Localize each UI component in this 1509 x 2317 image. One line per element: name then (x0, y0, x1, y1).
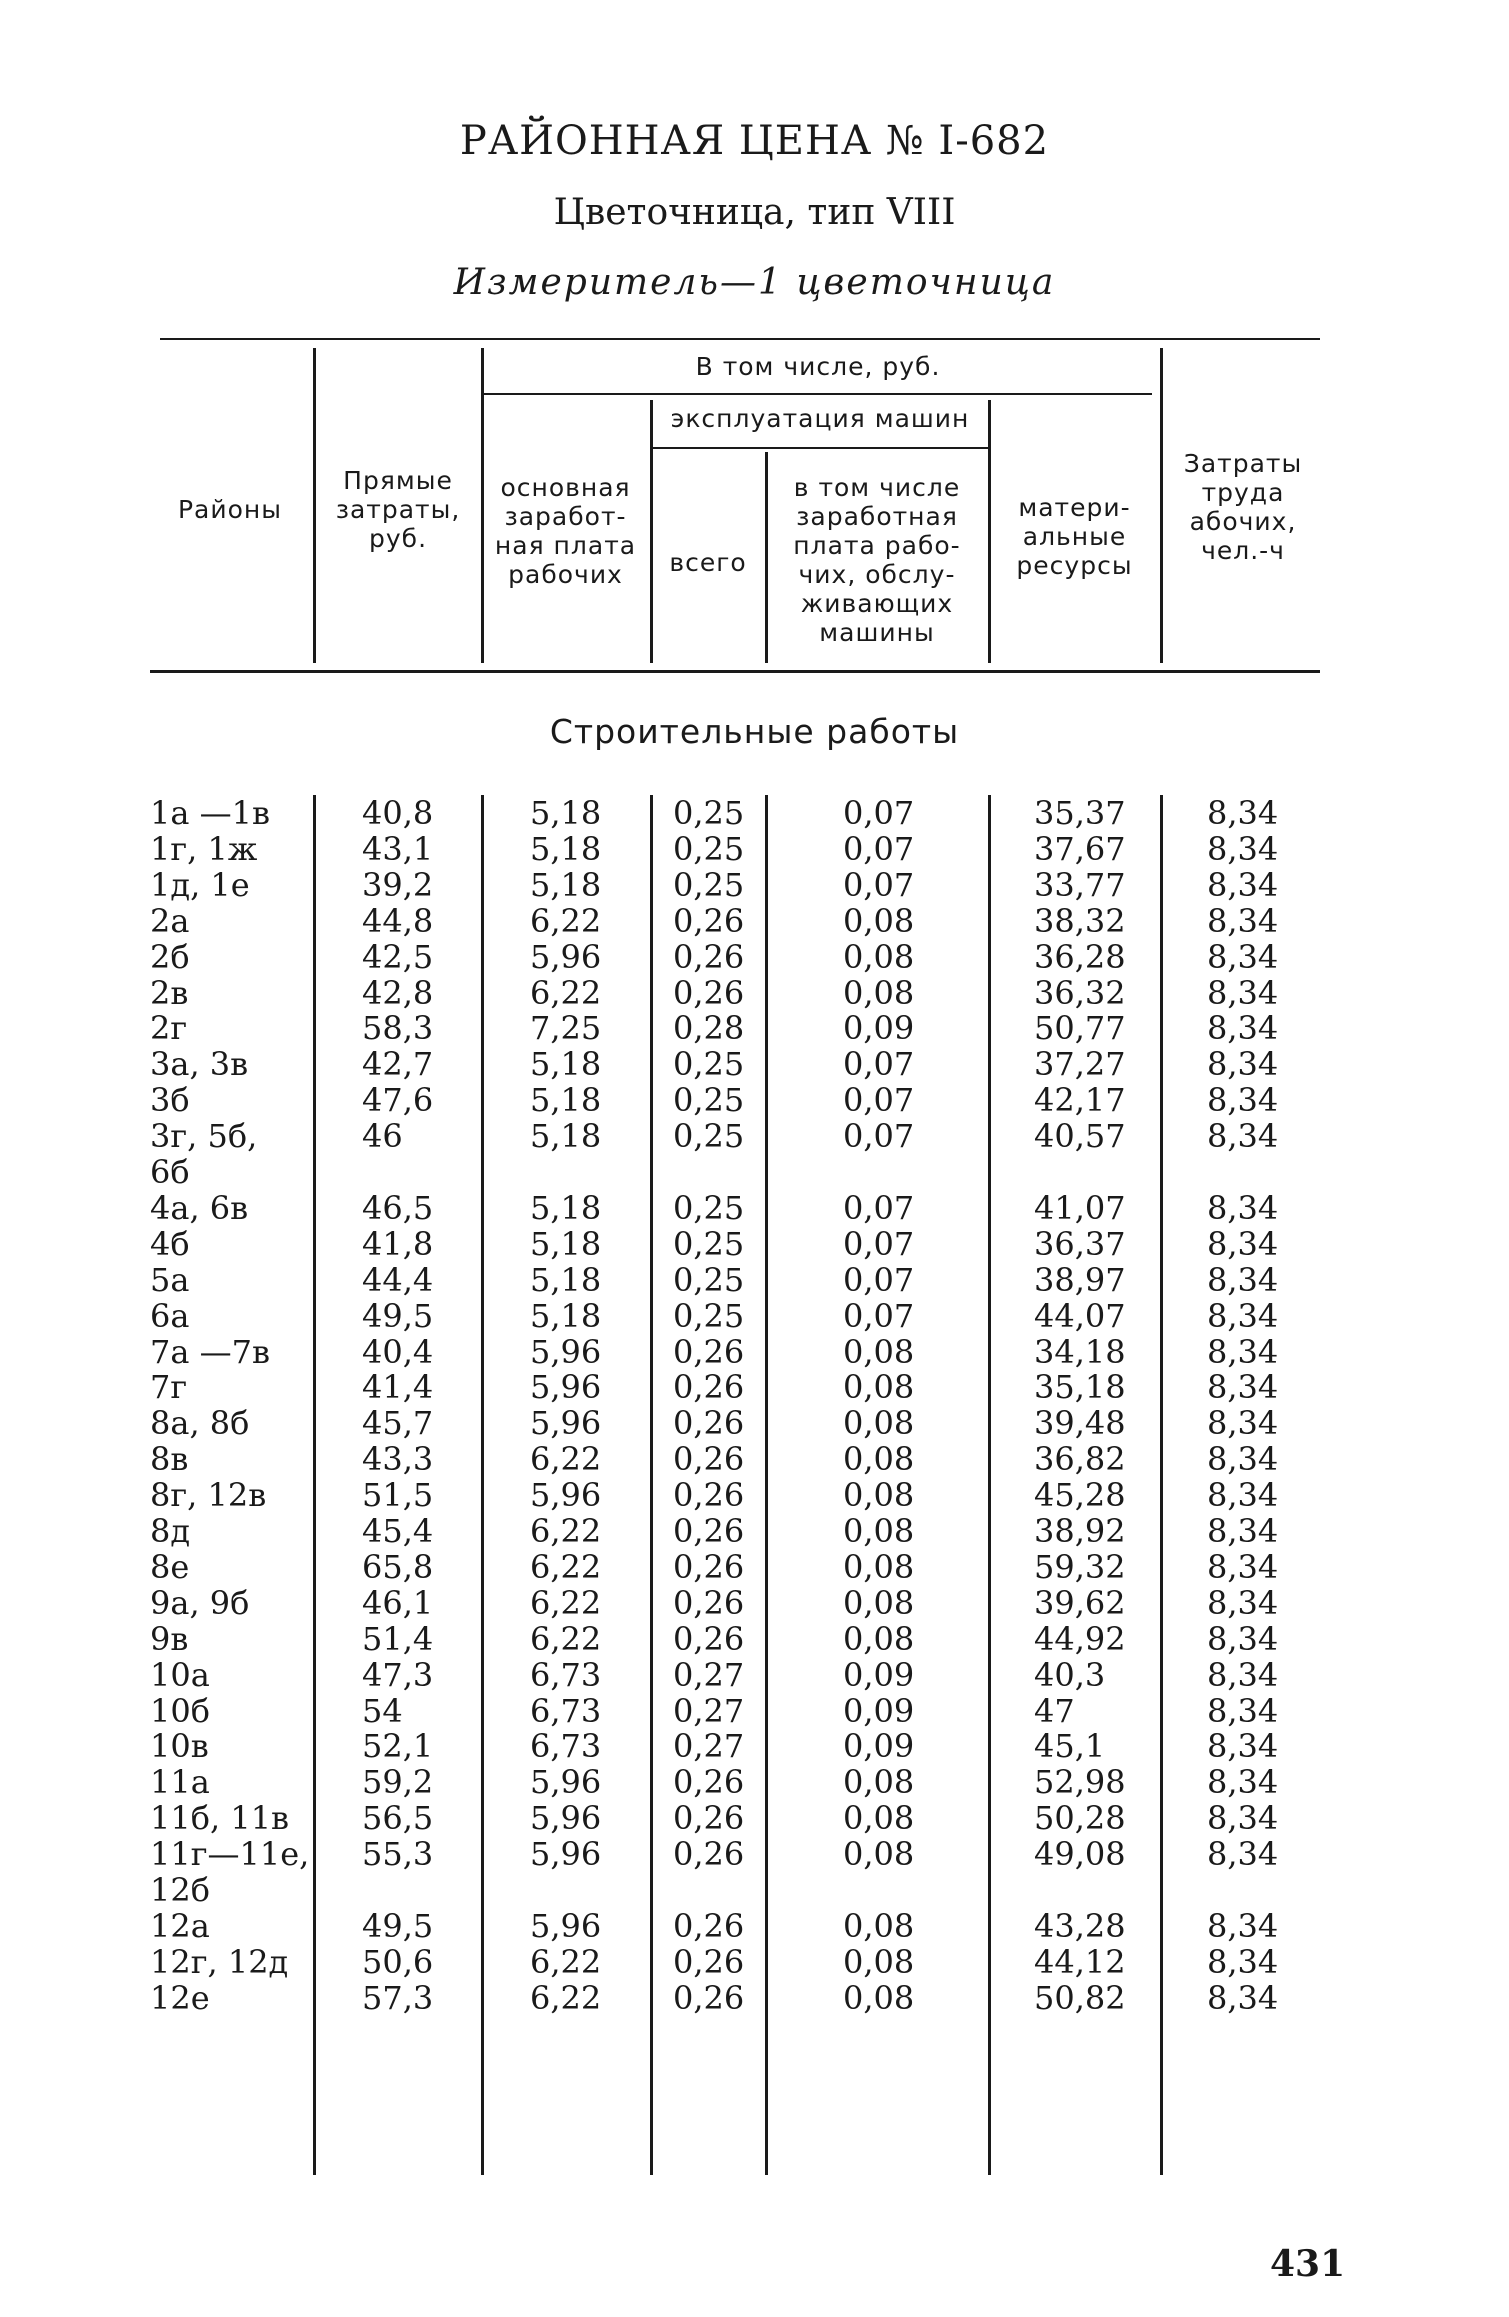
region-cell: 10б (150, 1691, 210, 1730)
header-machine-wage: в том числе заработная плата рабо- чих, обслу- живающих машины (793, 473, 961, 647)
machine-total-cell: 0,26 (673, 1547, 745, 1586)
machine-total-cell: 0,25 (673, 794, 745, 832)
machine-wage-cell: 0,08 (843, 973, 915, 1012)
machine-total-cell: 0,26 (673, 1404, 745, 1443)
table-row (0, 831, 1509, 867)
labor-cell: 8,34 (1207, 1296, 1279, 1335)
machine-total-cell: 0,27 (673, 1691, 745, 1730)
base-wage-cell: 5,96 (530, 1906, 602, 1945)
materials-cell: 36,32 (1034, 973, 1126, 1012)
materials-cell: 39,48 (1034, 1404, 1126, 1443)
header-regions: Районы (177, 495, 283, 524)
materials-cell: 37,67 (1034, 829, 1126, 868)
table-row (0, 1764, 1509, 1800)
base-wage-cell: 5,18 (530, 1117, 602, 1156)
labor-cell: 8,34 (1207, 1440, 1279, 1479)
labor-cell: 8,34 (1207, 1368, 1279, 1407)
base-wage-cell: 6,22 (530, 1942, 602, 1981)
region-cell: 12б (150, 1871, 210, 1909)
base-wage-cell: 5,18 (530, 1045, 602, 1084)
header-divider-1 (313, 348, 316, 663)
base-wage-cell: 5,18 (530, 1224, 602, 1263)
direct-cost-cell: 59,2 (362, 1763, 434, 1802)
materials-cell: 38,97 (1034, 1260, 1126, 1299)
table-row (0, 1190, 1509, 1226)
region-cell: 12а (150, 1906, 210, 1945)
region-cell: 2г (150, 1009, 188, 1048)
base-wage-cell: 6,73 (530, 1655, 602, 1694)
materials-cell: 45,28 (1034, 1476, 1126, 1515)
machine-wage-cell: 0,08 (843, 1978, 915, 2017)
base-wage-cell: 5,18 (530, 1188, 602, 1227)
region-cell: 11а (150, 1763, 210, 1802)
region-cell: 3а, 3в (150, 1045, 249, 1084)
machine-wage-cell: 0,08 (843, 1835, 915, 1874)
machine-total-cell: 0,26 (673, 1476, 745, 1515)
table-row (0, 1405, 1509, 1441)
labor-cell: 8,34 (1207, 1045, 1279, 1084)
region-cell: 9а, 9б (150, 1583, 250, 1622)
labor-cell: 8,34 (1207, 1906, 1279, 1945)
machine-wage-cell: 0,08 (843, 1763, 915, 1802)
region-cell: 2а (150, 901, 190, 940)
labor-cell: 8,34 (1207, 1081, 1279, 1120)
table-row (0, 1693, 1509, 1729)
machine-total-cell: 0,26 (673, 1368, 745, 1407)
machine-total-cell: 0,26 (673, 937, 745, 976)
base-wage-cell: 6,73 (530, 1691, 602, 1730)
materials-cell: 39,62 (1034, 1583, 1126, 1622)
labor-cell: 8,34 (1207, 1763, 1279, 1802)
machine-wage-cell: 0,09 (843, 1691, 915, 1730)
labor-cell: 8,34 (1207, 1835, 1279, 1874)
labor-cell: 8,34 (1207, 1512, 1279, 1550)
machine-total-cell: 0,27 (673, 1655, 745, 1694)
region-cell: 12е (150, 1978, 210, 2017)
region-cell: 1а —1в (150, 794, 270, 832)
machine-wage-cell: 0,08 (843, 1476, 915, 1515)
labor-cell: 8,34 (1207, 1619, 1279, 1658)
including-underline (484, 393, 1152, 395)
machine-total-cell: 0,26 (673, 1512, 745, 1550)
region-cell: 9в (150, 1619, 189, 1658)
header-machine-operation: эксплуатация машин (670, 404, 970, 433)
page-number: 431 (1270, 2243, 1346, 2285)
direct-cost-cell: 44,8 (362, 901, 434, 940)
materials-cell: 47 (1034, 1691, 1075, 1730)
direct-cost-cell: 40,8 (362, 794, 434, 832)
machine-total-cell: 0,25 (673, 1224, 745, 1263)
machine-wage-cell: 0,07 (843, 1045, 915, 1084)
table-row (0, 1585, 1509, 1621)
materials-cell: 49,08 (1034, 1835, 1126, 1874)
labor-cell: 8,34 (1207, 1978, 1279, 2017)
labor-cell: 8,34 (1207, 1727, 1279, 1766)
machine-wage-cell: 0,08 (843, 1368, 915, 1407)
header-divider-3 (650, 400, 653, 663)
table-row (0, 1549, 1509, 1585)
base-wage-cell: 6,22 (530, 1583, 602, 1622)
direct-cost-cell: 49,5 (362, 1296, 434, 1335)
table-row (0, 1226, 1509, 1262)
labor-cell: 8,34 (1207, 1583, 1279, 1622)
labor-cell: 8,34 (1207, 794, 1279, 832)
region-cell: 3г, 5б, (150, 1117, 258, 1156)
machine-wage-cell: 0,07 (843, 1224, 915, 1263)
header-including: В том числе, руб. (695, 352, 941, 381)
materials-cell: 35,37 (1034, 794, 1126, 832)
region-cell: 6а (150, 1296, 190, 1335)
base-wage-cell: 5,96 (530, 1476, 602, 1515)
region-cell: 7г (150, 1368, 188, 1407)
machine-wage-cell: 0,07 (843, 1296, 915, 1335)
machine-wage-cell: 0,08 (843, 1512, 915, 1550)
direct-cost-cell: 43,3 (362, 1440, 434, 1479)
machine-total-cell: 0,25 (673, 1117, 745, 1156)
materials-cell: 37,27 (1034, 1045, 1126, 1084)
labor-cell: 8,34 (1207, 1188, 1279, 1227)
direct-cost-cell: 41,4 (362, 1368, 434, 1407)
header-machine-total: всего (669, 548, 747, 577)
header-direct-costs: Прямые затраты, руб. (335, 466, 461, 553)
table-row (0, 1046, 1509, 1082)
machine-total-cell: 0,26 (673, 1332, 745, 1371)
machine-wage-cell: 0,09 (843, 1009, 915, 1048)
base-wage-cell: 5,18 (530, 794, 602, 832)
region-cell: 3б (150, 1081, 190, 1120)
machine-wage-cell: 0,08 (843, 1332, 915, 1371)
labor-cell: 8,34 (1207, 829, 1279, 868)
machine-total-cell: 0,26 (673, 1906, 745, 1945)
direct-cost-cell: 39,2 (362, 865, 434, 904)
table-row (0, 795, 1509, 831)
region-cell: 12г, 12д (150, 1942, 289, 1981)
materials-cell: 34,18 (1034, 1332, 1126, 1371)
machine-total-cell: 0,26 (673, 1799, 745, 1838)
base-wage-cell: 5,18 (530, 829, 602, 868)
labor-cell: 8,34 (1207, 1260, 1279, 1299)
base-wage-cell: 5,96 (530, 1799, 602, 1838)
machine-wage-cell: 0,07 (843, 1188, 915, 1227)
header-base-wage: основная заработ- ная плата рабочих (494, 473, 637, 589)
region-cell: 2б (150, 937, 190, 976)
machine-wage-cell: 0,08 (843, 901, 915, 940)
labor-cell: 8,34 (1207, 1942, 1279, 1981)
base-wage-cell: 5,96 (530, 1835, 602, 1874)
region-cell: 8а, 8б (150, 1404, 250, 1443)
base-wage-cell: 6,22 (530, 1547, 602, 1586)
materials-cell: 35,18 (1034, 1368, 1126, 1407)
table-row (0, 1118, 1509, 1154)
labor-cell: 8,34 (1207, 1547, 1279, 1586)
materials-cell: 44,12 (1034, 1942, 1126, 1981)
machine-wage-cell: 0,08 (843, 1619, 915, 1658)
materials-cell: 36,82 (1034, 1440, 1126, 1479)
materials-cell: 50,77 (1034, 1009, 1126, 1048)
machine-wage-cell: 0,08 (843, 1799, 915, 1838)
table-row (0, 939, 1509, 975)
table-row (0, 1513, 1509, 1549)
table-row (0, 903, 1509, 939)
table-row (0, 1154, 1509, 1190)
region-cell: 6б (150, 1153, 190, 1191)
table-row (0, 1800, 1509, 1836)
machine-wage-cell: 0,08 (843, 1440, 915, 1479)
base-wage-cell: 5,18 (530, 1081, 602, 1120)
region-cell: 5а (150, 1260, 190, 1299)
region-cell: 1д, 1е (150, 865, 250, 904)
labor-cell: 8,34 (1207, 865, 1279, 904)
region-cell: 8д (150, 1512, 191, 1550)
machine-wage-cell: 0,08 (843, 1583, 915, 1622)
table-row (0, 1980, 1509, 2016)
machine-wage-cell: 0,07 (843, 1260, 915, 1299)
materials-cell: 50,28 (1034, 1799, 1126, 1838)
materials-cell: 42,17 (1034, 1081, 1126, 1120)
labor-cell: 8,34 (1207, 1691, 1279, 1730)
region-cell: 4б (150, 1224, 190, 1263)
table-row (0, 975, 1509, 1011)
region-cell: 10а (150, 1655, 210, 1694)
table-row (0, 1298, 1509, 1334)
section-title: Строительные работы (549, 712, 960, 751)
direct-cost-cell: 51,4 (362, 1619, 434, 1658)
measure-unit: Измеритель—1 цветочница (453, 262, 1056, 303)
machine-total-cell: 0,25 (673, 1081, 745, 1120)
machine-total-cell: 0,26 (673, 1619, 745, 1658)
region-cell: 10в (150, 1727, 209, 1766)
base-wage-cell: 6,22 (530, 1512, 602, 1550)
labor-cell: 8,34 (1207, 901, 1279, 940)
base-wage-cell: 5,18 (530, 1296, 602, 1335)
materials-cell: 59,32 (1034, 1547, 1126, 1586)
region-cell: 8е (150, 1547, 190, 1586)
machine-total-cell: 0,26 (673, 901, 745, 940)
base-wage-cell: 5,96 (530, 937, 602, 976)
base-wage-cell: 6,22 (530, 901, 602, 940)
region-cell: 8г, 12в (150, 1476, 267, 1515)
materials-cell: 38,32 (1034, 901, 1126, 940)
table-row (0, 1441, 1509, 1477)
header-materials: матери- альные ресурсы (1016, 493, 1133, 580)
base-wage-cell: 5,96 (530, 1332, 602, 1371)
machine-wage-cell: 0,07 (843, 1117, 915, 1156)
machine-wage-cell: 0,09 (843, 1655, 915, 1694)
table-row (0, 1621, 1509, 1657)
direct-cost-cell: 46,5 (362, 1188, 434, 1227)
materials-cell: 44,07 (1034, 1296, 1126, 1335)
machine-total-cell: 0,25 (673, 1045, 745, 1084)
table-row (0, 1657, 1509, 1693)
base-wage-cell: 6,22 (530, 973, 602, 1012)
machine-total-cell: 0,25 (673, 1188, 745, 1227)
machine-total-cell: 0,26 (673, 973, 745, 1012)
region-cell: 4а, 6в (150, 1188, 249, 1227)
direct-cost-cell: 41,8 (362, 1224, 434, 1263)
base-wage-cell: 5,96 (530, 1763, 602, 1802)
document-title: РАЙОННАЯ ЦЕНА № I-682 (459, 118, 1050, 164)
base-wage-cell: 5,96 (530, 1368, 602, 1407)
machine-total-cell: 0,26 (673, 1583, 745, 1622)
machine-wage-cell: 0,07 (843, 829, 915, 868)
materials-cell: 36,37 (1034, 1224, 1126, 1263)
base-wage-cell: 5,96 (530, 1404, 602, 1443)
base-wage-cell: 6,22 (530, 1978, 602, 2017)
table-row (0, 1369, 1509, 1405)
machine-wage-cell: 0,08 (843, 1404, 915, 1443)
machine-total-cell: 0,25 (673, 1296, 745, 1335)
machine-wage-cell: 0,08 (843, 1942, 915, 1981)
table-row (0, 1728, 1509, 1764)
materials-cell: 44,92 (1034, 1619, 1126, 1658)
direct-cost-cell: 45,7 (362, 1404, 434, 1443)
direct-cost-cell: 44,4 (362, 1260, 434, 1299)
machine-total-cell: 0,26 (673, 1763, 745, 1802)
table-row (0, 1908, 1509, 1944)
labor-cell: 8,34 (1207, 937, 1279, 976)
table-top-rule (160, 338, 1320, 340)
table-row (0, 1477, 1509, 1513)
table-row (0, 1836, 1509, 1872)
direct-cost-cell: 47,3 (362, 1655, 434, 1694)
region-cell: 1г, 1ж (150, 829, 258, 868)
machine-total-cell: 0,26 (673, 1835, 745, 1874)
machine-total-cell: 0,25 (673, 1260, 745, 1299)
region-cell: 7а —7в (150, 1332, 270, 1371)
direct-cost-cell: 42,7 (362, 1045, 434, 1084)
direct-cost-cell: 57,3 (362, 1978, 434, 2017)
base-wage-cell: 6,22 (530, 1619, 602, 1658)
direct-cost-cell: 47,6 (362, 1081, 434, 1120)
materials-cell: 43,28 (1034, 1906, 1126, 1945)
machine-total-cell: 0,27 (673, 1727, 745, 1766)
machine-total-cell: 0,26 (673, 1942, 745, 1981)
base-wage-cell: 5,18 (530, 865, 602, 904)
materials-cell: 45,1 (1034, 1727, 1106, 1766)
machine-wage-cell: 0,07 (843, 794, 915, 832)
machine-wage-cell: 0,09 (843, 1727, 915, 1766)
labor-cell: 8,34 (1207, 1224, 1279, 1263)
table-row (0, 1010, 1509, 1046)
materials-cell: 40,57 (1034, 1117, 1126, 1156)
direct-cost-cell: 50,6 (362, 1942, 434, 1981)
machine-total-cell: 0,25 (673, 865, 745, 904)
region-cell: 8в (150, 1440, 189, 1479)
machine-wage-cell: 0,08 (843, 1906, 915, 1945)
materials-cell: 36,28 (1034, 937, 1126, 976)
materials-cell: 52,98 (1034, 1763, 1126, 1802)
table-row (0, 1334, 1509, 1370)
table-row (0, 1262, 1509, 1298)
direct-cost-cell: 55,3 (362, 1835, 434, 1874)
direct-cost-cell: 42,8 (362, 973, 434, 1012)
direct-cost-cell: 65,8 (362, 1547, 434, 1586)
direct-cost-cell: 40,4 (362, 1332, 434, 1371)
machine-wage-cell: 0,08 (843, 937, 915, 976)
direct-cost-cell: 46 (362, 1117, 403, 1156)
materials-cell: 40,3 (1034, 1655, 1106, 1694)
direct-cost-cell: 42,5 (362, 937, 434, 976)
machine-wage-cell: 0,07 (843, 1081, 915, 1120)
labor-cell: 8,34 (1207, 1404, 1279, 1443)
machine-wage-cell: 0,07 (843, 865, 915, 904)
base-wage-cell: 6,22 (530, 1440, 602, 1479)
base-wage-cell: 5,18 (530, 1260, 602, 1299)
base-wage-cell: 7,25 (530, 1009, 602, 1048)
region-cell: 11г—11е, (150, 1835, 310, 1874)
direct-cost-cell: 51,5 (362, 1476, 434, 1515)
labor-cell: 8,34 (1207, 1117, 1279, 1156)
table-row (0, 1082, 1509, 1118)
direct-cost-cell: 43,1 (362, 829, 434, 868)
direct-cost-cell: 45,4 (362, 1512, 434, 1550)
table-row (0, 1944, 1509, 1980)
machine-total-cell: 0,26 (673, 1440, 745, 1479)
region-cell: 2в (150, 973, 189, 1012)
labor-cell: 8,34 (1207, 1476, 1279, 1515)
labor-cell: 8,34 (1207, 973, 1279, 1012)
table-header-bottom-rule (150, 670, 1320, 673)
machine-wage-cell: 0,08 (843, 1547, 915, 1586)
machine-total-cell: 0,25 (673, 829, 745, 868)
document-subtitle: Цветочница, тип VIII (553, 192, 956, 233)
direct-cost-cell: 58,3 (362, 1009, 434, 1048)
direct-cost-cell: 52,1 (362, 1727, 434, 1766)
labor-cell: 8,34 (1207, 1655, 1279, 1694)
machine-total-cell: 0,28 (673, 1009, 745, 1048)
table-row (0, 867, 1509, 903)
header-labor: Затраты труда абочих, чел.-ч (1183, 449, 1303, 565)
machine-total-cell: 0,26 (673, 1978, 745, 2017)
region-cell: 11б, 11в (150, 1799, 290, 1838)
direct-cost-cell: 54 (362, 1691, 403, 1730)
direct-cost-cell: 49,5 (362, 1906, 434, 1945)
direct-cost-cell: 46,1 (362, 1583, 434, 1622)
labor-cell: 8,34 (1207, 1332, 1279, 1371)
labor-cell: 8,34 (1207, 1009, 1279, 1048)
materials-cell: 50,82 (1034, 1978, 1126, 2017)
materials-cell: 33,77 (1034, 865, 1126, 904)
labor-cell: 8,34 (1207, 1799, 1279, 1838)
base-wage-cell: 6,73 (530, 1727, 602, 1766)
machine-underline (650, 447, 990, 449)
direct-cost-cell: 56,5 (362, 1799, 434, 1838)
table-row (0, 1872, 1509, 1908)
materials-cell: 38,92 (1034, 1512, 1126, 1550)
materials-cell: 41,07 (1034, 1188, 1126, 1227)
